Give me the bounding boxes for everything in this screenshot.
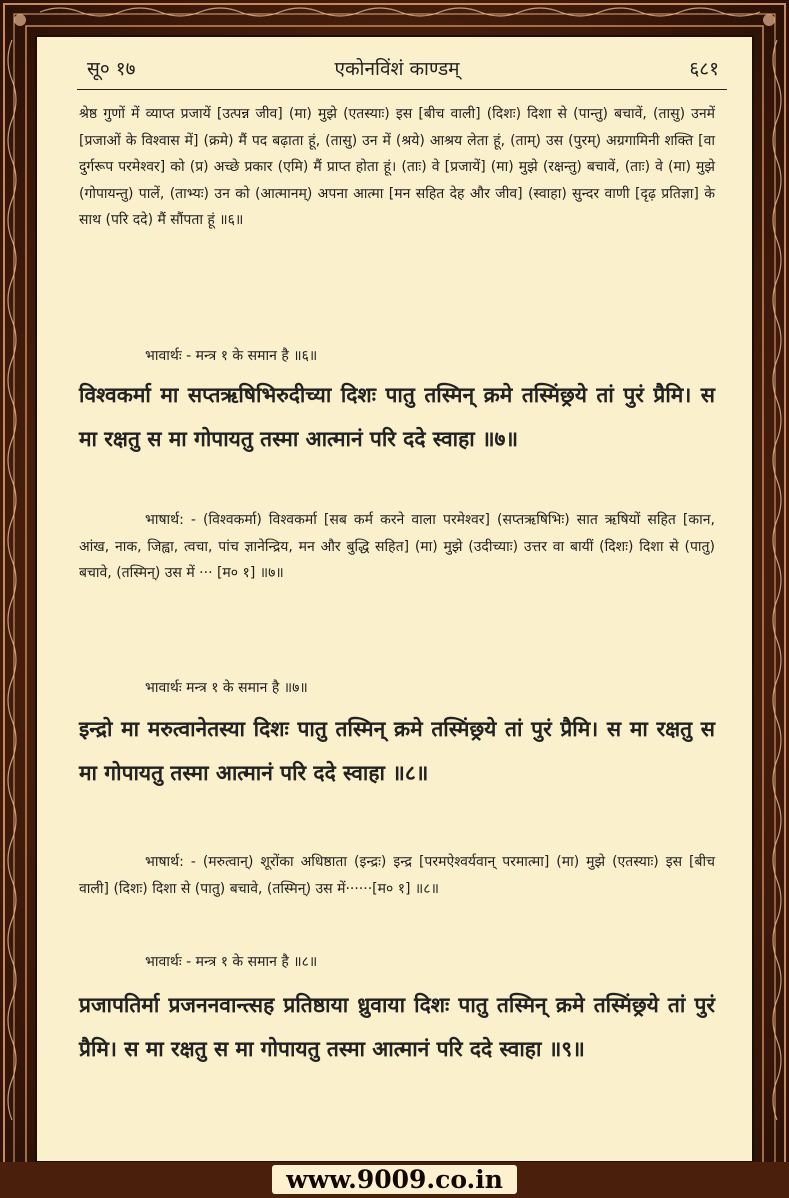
commentary-paragraph: भाषार्थ: - (मरुत्वान्) शूरोंका अधिष्ठाता (इन्द्रः) इन्द्र [परमऐश्वर्यवान् परमात्मा] (मा) मुझे (एतस्याः) इस [बीच वाली] (दिशः) दिशा से (पातु) बचावे, (तस्मिन्) उस में······[म० १] ॥८॥ bbox=[79, 854, 715, 897]
sutra-number: सू० १७ bbox=[87, 58, 136, 80]
mantra-verse: विश्वकर्मा मा सप्तऋषिभिरुदीच्या दिशः पातु तस्मिन् क्रमे तस्मिंछ्रये तां पुरं प्रैमि। स मा रक्षतु स मा गोपायतु तस्मा आत्मानं परि ददे स्वाहा ॥७॥ bbox=[79, 383, 715, 451]
mantra-verse: प्रजापतिर्मा प्रजननवान्त्सह प्रतिष्ठाया ध्रुवाया दिशः पातु तस्मिन् क्रमे तस्मिंछ्रये तां पुरं प्रैमि। स मा रक्षतु स मा गोपायतु तस्मा आत्मानं परि ददे स्वाहा ॥९॥ bbox=[79, 993, 715, 1061]
chapter-title: एकोनविंशं काण्डम् bbox=[334, 58, 460, 80]
header-divider bbox=[77, 89, 727, 90]
book-page bbox=[35, 35, 754, 1163]
bhavartha-line: भावार्थः मन्त्र १ के समान है ॥७॥ bbox=[145, 680, 308, 696]
commentary-paragraph: भाषार्थ: - (विश्वकर्मा) विश्वकर्मा [सब कर्म करने वाला परमेश्वर] (सप्तऋषिभिः) सात ऋषियों सहित [कान, आंख, नाक, जिह्वा, त्वचा, पांच ज्ञानेन्द्रिय, मन और बुद्धि सहित] (मा) मुझे (उदीच्याः) उत्तर वा बायीं (दिशः) दिशा से (पातु) बचावे, (तस्मिन्) उस में ··· [म० १] ॥७॥ bbox=[79, 512, 715, 581]
page-number: ६८१ bbox=[689, 58, 719, 80]
website-footer bbox=[0, 1162, 789, 1198]
website-url: www.9009.co.in bbox=[272, 1165, 517, 1194]
mantra-verse: इन्द्रो मा मरुत्वानेतस्या दिशः पातु तस्मिन् क्रमे तस्मिंछ्रये तां पुरं प्रैमि। स मा रक्षतु स मा गोपायतु तस्मा आत्मानं परि ददे स्वाहा ॥८॥ bbox=[79, 717, 715, 785]
bhavartha-line: भावार्थः - मन्त्र १ के समान है ॥६॥ bbox=[145, 348, 318, 364]
bhavartha-line: भावार्थः - मन्त्र १ के समान है ॥८॥ bbox=[145, 954, 318, 970]
commentary-paragraph: श्रेष्ठ गुणों में व्याप्त प्रजायें [उत्पन्न जीव] (मा) मुझे (एतस्याः) इस [बीच वाली] (दिशः) दिशा से (पान्तु) बचावें, (तासु) उनमें [प्रजाओं के विश्वास में] (क्रमे) मैं पद बढ़ाता हूं, (तासु) उन में (श्रये) आश्रय लेता हूं, (ताम्) उस (पुरम्) अग्रगामिनी शक्ति [वा दुर्गरूप परमेश्वर] को (प्र) अच्छे प्रकार (एमि) मैं प्राप्त होता हूं। (ताः) वे [प्रजायें] (मा) मुझे (रक्षन्तु) बचावें, (ताः) वे (मा) मुझे (गोपायन्तु) पालें, (ताभ्यः) उन को (आत्मानम्) अपना आत्मा [मन सहित देह और जीव] (स्वाहा) सुन्दर वाणी [दृढ़ प्रतिज्ञा] के साथ (परि ददे) मैं सौंपता हूं ॥६॥ bbox=[79, 106, 715, 228]
page-header bbox=[87, 55, 719, 85]
